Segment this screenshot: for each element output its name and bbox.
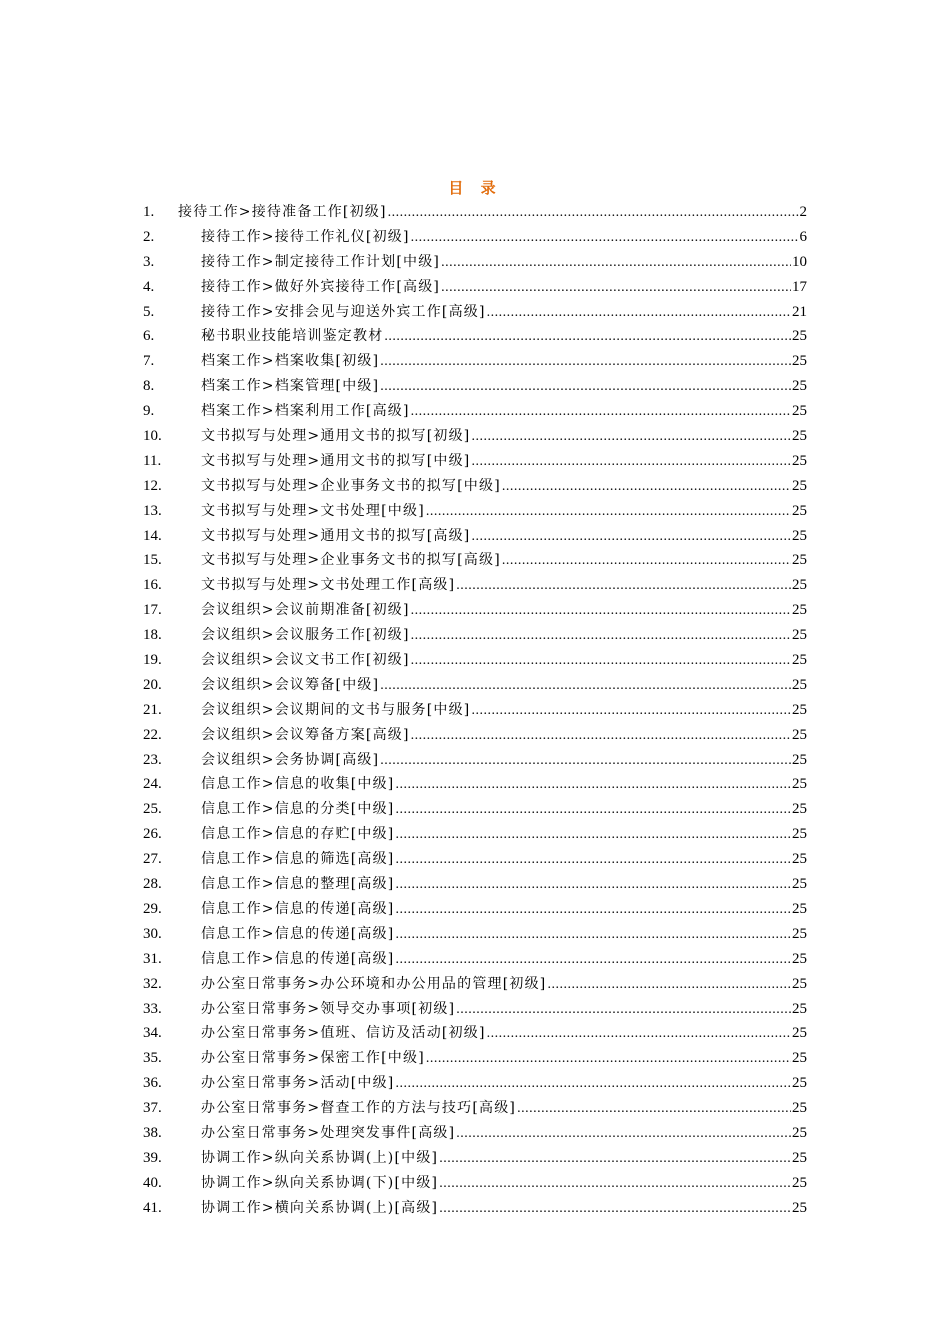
toc-entry-number: 18. bbox=[143, 627, 162, 644]
toc-entry[interactable] bbox=[143, 324, 807, 349]
toc-entry-number: 27. bbox=[143, 851, 162, 868]
toc-entry-page-number: 25 bbox=[792, 1050, 807, 1067]
toc-entry-number: 28. bbox=[143, 876, 162, 893]
toc-entry[interactable] bbox=[143, 598, 807, 623]
toc-dot-leader bbox=[456, 1122, 791, 1146]
toc-entry[interactable] bbox=[143, 972, 807, 997]
toc-dot-leader bbox=[411, 624, 791, 648]
toc-entry-title: 信息工作>信息的收集[中级] bbox=[201, 776, 395, 793]
toc-entry-page-number: 25 bbox=[792, 477, 807, 494]
toc-entry-number: 26. bbox=[143, 826, 162, 843]
toc-entry-page-number: 25 bbox=[792, 801, 807, 818]
toc-entry-page-number: 25 bbox=[792, 1075, 807, 1092]
toc-entry[interactable] bbox=[143, 349, 807, 374]
toc-entry[interactable] bbox=[143, 897, 807, 922]
toc-entry-title: 接待工作>做好外宾接待工作[高级] bbox=[201, 278, 441, 295]
toc-dot-leader bbox=[439, 1172, 791, 1196]
toc-entry-title: 文书拟写与处理>通用文书的拟写[初级] bbox=[201, 428, 471, 445]
toc-dot-leader bbox=[380, 350, 791, 374]
toc-entry-number: 37. bbox=[143, 1100, 162, 1117]
toc-entry[interactable] bbox=[143, 698, 807, 723]
toc-entry-number: 30. bbox=[143, 925, 162, 942]
toc-dot-leader bbox=[380, 749, 791, 773]
toc-entry-title: 文书拟写与处理>企业事务文书的拟写[中级] bbox=[201, 477, 501, 494]
toc-dot-leader bbox=[471, 525, 791, 549]
toc-dot-leader bbox=[380, 674, 791, 698]
toc-entry-number: 7. bbox=[143, 353, 155, 370]
toc-entry-title: 档案工作>档案管理[中级] bbox=[201, 378, 380, 395]
toc-entry[interactable] bbox=[143, 648, 807, 673]
toc-dot-leader bbox=[502, 475, 791, 499]
toc-entry-title: 办公室日常事务>领导交办事项[初级] bbox=[201, 1000, 456, 1017]
toc-entry-number: 34. bbox=[143, 1025, 162, 1042]
toc-entry-number: 8. bbox=[143, 378, 155, 395]
toc-entry-page-number: 25 bbox=[792, 826, 807, 843]
toc-entry-number: 1. bbox=[143, 204, 155, 220]
toc-dot-leader bbox=[380, 375, 791, 399]
toc-entry-number: 38. bbox=[143, 1124, 162, 1141]
toc-entry-number: 10. bbox=[143, 428, 162, 445]
toc-entry[interactable] bbox=[143, 225, 807, 250]
toc-entry-title: 信息工作>信息的存贮[中级] bbox=[201, 826, 395, 843]
toc-entry-title: 信息工作>信息的筛选[高级] bbox=[201, 851, 395, 868]
toc-entry[interactable] bbox=[143, 997, 807, 1022]
toc-entry-number: 32. bbox=[143, 975, 162, 992]
toc-entry[interactable] bbox=[143, 1046, 807, 1071]
toc-entry[interactable] bbox=[143, 772, 807, 797]
toc-dot-leader bbox=[441, 276, 791, 300]
toc-dot-leader bbox=[411, 226, 799, 250]
toc-entry[interactable] bbox=[143, 300, 807, 325]
toc-dot-leader bbox=[471, 450, 791, 474]
toc-dot-leader bbox=[388, 201, 799, 225]
toc-entry-number: 12. bbox=[143, 477, 162, 494]
toc-dot-leader bbox=[487, 1022, 791, 1046]
toc-entry[interactable] bbox=[143, 474, 807, 499]
toc-entry-page-number: 25 bbox=[792, 876, 807, 893]
toc-entry-title: 协调工作>纵向关系协调(上)[中级] bbox=[201, 1149, 439, 1166]
toc-entry-page-number: 10 bbox=[792, 253, 807, 270]
toc-entry-page-number: 25 bbox=[792, 701, 807, 718]
toc-entry-title: 信息工作>信息的传递[高级] bbox=[201, 950, 395, 967]
toc-entry[interactable] bbox=[143, 200, 807, 225]
toc-entry-page-number: 25 bbox=[792, 428, 807, 445]
toc-entry[interactable] bbox=[143, 623, 807, 648]
toc-dot-leader bbox=[411, 400, 791, 424]
toc-entry-title: 会议组织>会议筹备[中级] bbox=[201, 676, 380, 693]
toc-entry-page-number: 25 bbox=[792, 552, 807, 569]
toc-entry-page-number: 25 bbox=[792, 403, 807, 420]
toc-entry-title: 会议组织>会议期间的文书与服务[中级] bbox=[201, 701, 471, 718]
toc-entry-title: 档案工作>档案利用工作[高级] bbox=[201, 403, 410, 420]
toc-entry[interactable] bbox=[143, 449, 807, 474]
toc-entry[interactable] bbox=[143, 922, 807, 947]
toc-entry-title: 办公室日常事务>督查工作的方法与技巧[高级] bbox=[201, 1100, 517, 1117]
toc-entry[interactable] bbox=[143, 573, 807, 598]
toc-entry-page-number: 17 bbox=[792, 278, 807, 295]
toc-entry[interactable] bbox=[143, 1196, 807, 1221]
toc-dot-leader bbox=[456, 998, 791, 1022]
toc-entry-title: 接待工作>接待准备工作[初级] bbox=[178, 204, 387, 220]
toc-entry[interactable] bbox=[143, 1171, 807, 1196]
toc-dot-leader bbox=[411, 724, 791, 748]
toc-entry[interactable] bbox=[143, 374, 807, 399]
toc-dot-leader bbox=[384, 325, 791, 349]
toc-entry-number: 13. bbox=[143, 502, 162, 519]
toc-entry-page-number: 25 bbox=[792, 900, 807, 917]
toc-entry[interactable] bbox=[143, 250, 807, 275]
toc-entry-number: 29. bbox=[143, 900, 162, 917]
toc-entry-number: 21. bbox=[143, 701, 162, 718]
toc-entry-title: 协调工作>纵向关系协调(下)[中级] bbox=[201, 1174, 439, 1191]
toc-entry-title: 文书拟写与处理>通用文书的拟写[高级] bbox=[201, 527, 471, 544]
toc-dot-leader bbox=[395, 948, 791, 972]
toc-entry-title: 会议组织>会议文书工作[初级] bbox=[201, 652, 410, 669]
toc-entry-page-number: 6 bbox=[799, 228, 807, 245]
toc-entry-page-number: 25 bbox=[792, 726, 807, 743]
toc-entry-title: 信息工作>信息的传递[高级] bbox=[201, 900, 395, 917]
toc-entry-page-number: 25 bbox=[792, 353, 807, 370]
toc-entry-number: 39. bbox=[143, 1149, 162, 1166]
toc-entry[interactable] bbox=[143, 947, 807, 972]
toc-entry-number: 14. bbox=[143, 527, 162, 544]
toc-entry[interactable] bbox=[143, 723, 807, 748]
toc-entry-number: 40. bbox=[143, 1174, 162, 1191]
toc-dot-leader bbox=[471, 699, 791, 723]
toc-entry-title: 档案工作>档案收集[初级] bbox=[201, 353, 380, 370]
toc-entry-number: 9. bbox=[143, 403, 155, 420]
toc-entry[interactable] bbox=[143, 1071, 807, 1096]
toc-entry-title: 接待工作>安排会见与迎送外宾工作[高级] bbox=[201, 303, 486, 320]
toc-entry-number: 5. bbox=[143, 303, 155, 320]
toc-entry[interactable] bbox=[143, 673, 807, 698]
toc-entry-title: 秘书职业技能培训鉴定教材 bbox=[201, 328, 384, 345]
toc-dot-leader bbox=[395, 923, 791, 947]
toc-entry-title: 办公室日常事务>处理突发事件[高级] bbox=[201, 1124, 456, 1141]
toc-entry-page-number: 25 bbox=[792, 751, 807, 768]
toc-entry-page-number: 25 bbox=[792, 1025, 807, 1042]
toc-entry-title: 文书拟写与处理>文书处理工作[高级] bbox=[201, 577, 456, 594]
toc-entry-number: 22. bbox=[143, 726, 162, 743]
toc-dot-leader bbox=[426, 500, 791, 524]
toc-list bbox=[143, 200, 807, 1221]
toc-entry-page-number: 25 bbox=[792, 925, 807, 942]
toc-entry-page-number: 25 bbox=[792, 652, 807, 669]
toc-entry-number: 3. bbox=[143, 253, 155, 270]
toc-entry-page-number: 25 bbox=[792, 602, 807, 619]
toc-entry-number: 19. bbox=[143, 652, 162, 669]
toc-entry-title: 信息工作>信息的整理[高级] bbox=[201, 876, 395, 893]
toc-entry-page-number: 25 bbox=[792, 1149, 807, 1166]
toc-entry-number: 20. bbox=[143, 676, 162, 693]
toc-dot-leader bbox=[471, 425, 791, 449]
toc-entry-page-number: 25 bbox=[792, 328, 807, 345]
toc-entry[interactable] bbox=[143, 499, 807, 524]
toc-entry-page-number: 25 bbox=[792, 627, 807, 644]
toc-entry-title: 文书拟写与处理>企业事务文书的拟写[高级] bbox=[201, 552, 501, 569]
toc-entry-title: 会议组织>会议服务工作[初级] bbox=[201, 627, 410, 644]
toc-entry-title: 办公室日常事务>保密工作[中级] bbox=[201, 1050, 425, 1067]
toc-entry-number: 15. bbox=[143, 552, 162, 569]
toc-entry-title: 会议组织>会议前期准备[初级] bbox=[201, 602, 410, 619]
toc-entry-title: 文书拟写与处理>通用文书的拟写[中级] bbox=[201, 452, 471, 469]
toc-entry-title: 信息工作>信息的传递[高级] bbox=[201, 925, 395, 942]
toc-dot-leader bbox=[411, 599, 791, 623]
toc-entry-title: 办公室日常事务>办公环境和办公用品的管理[初级] bbox=[201, 975, 547, 992]
toc-dot-leader bbox=[502, 549, 791, 573]
toc-dot-leader bbox=[439, 1147, 791, 1171]
toc-entry[interactable] bbox=[143, 872, 807, 897]
toc-dot-leader bbox=[441, 251, 791, 275]
toc-entry-number: 6. bbox=[143, 328, 155, 345]
toc-dot-leader bbox=[517, 1097, 791, 1121]
toc-entry-title: 信息工作>信息的分类[中级] bbox=[201, 801, 395, 818]
toc-dot-leader bbox=[395, 898, 791, 922]
toc-entry-number: 35. bbox=[143, 1050, 162, 1067]
toc-entry-number: 31. bbox=[143, 950, 162, 967]
toc-dot-leader bbox=[411, 649, 791, 673]
toc-entry-page-number: 21 bbox=[792, 303, 807, 320]
toc-entry-title: 文书拟写与处理>文书处理[中级] bbox=[201, 502, 425, 519]
toc-entry-title: 会议组织>会务协调[高级] bbox=[201, 751, 380, 768]
toc-entry[interactable] bbox=[143, 847, 807, 872]
toc-dot-leader bbox=[487, 301, 791, 325]
toc-entry-page-number: 25 bbox=[792, 1174, 807, 1191]
toc-entry-page-number: 2 bbox=[799, 204, 807, 220]
toc-entry-page-number: 25 bbox=[792, 851, 807, 868]
toc-entry-page-number: 25 bbox=[792, 1124, 807, 1141]
toc-entry-number: 41. bbox=[143, 1199, 162, 1216]
toc-dot-leader bbox=[395, 1072, 791, 1096]
toc-entry-title: 会议组织>会议筹备方案[高级] bbox=[201, 726, 410, 743]
toc-entry[interactable] bbox=[143, 524, 807, 549]
toc-entry[interactable] bbox=[143, 748, 807, 773]
toc-entry-page-number: 25 bbox=[792, 577, 807, 594]
toc-entry-page-number: 25 bbox=[792, 776, 807, 793]
toc-entry-page-number: 25 bbox=[792, 378, 807, 395]
toc-dot-leader bbox=[395, 873, 791, 897]
toc-entry[interactable] bbox=[143, 1146, 807, 1171]
toc-entry-number: 33. bbox=[143, 1000, 162, 1017]
toc-entry-page-number: 25 bbox=[792, 1000, 807, 1017]
toc-entry[interactable] bbox=[143, 1096, 807, 1121]
toc-entry[interactable] bbox=[143, 1021, 807, 1046]
toc-dot-leader bbox=[395, 773, 791, 797]
toc-entry-title: 接待工作>接待工作礼仪[初级] bbox=[201, 228, 410, 245]
toc-entry-page-number: 25 bbox=[792, 527, 807, 544]
toc-entry-number: 25. bbox=[143, 801, 162, 818]
toc-entry-number: 2. bbox=[143, 228, 155, 245]
toc-dot-leader bbox=[439, 1197, 791, 1221]
toc-entry[interactable] bbox=[143, 797, 807, 822]
toc-entry-number: 11. bbox=[143, 452, 162, 469]
toc-entry-page-number: 25 bbox=[792, 1100, 807, 1117]
toc-entry[interactable] bbox=[143, 399, 807, 424]
toc-entry-number: 24. bbox=[143, 776, 162, 793]
toc-entry-number: 4. bbox=[143, 278, 155, 295]
toc-entry-number: 17. bbox=[143, 602, 162, 619]
toc-dot-leader bbox=[395, 848, 791, 872]
toc-entry-number: 23. bbox=[143, 751, 162, 768]
toc-dot-leader bbox=[547, 973, 791, 997]
toc-entry[interactable] bbox=[143, 822, 807, 847]
toc-entry-page-number: 25 bbox=[792, 452, 807, 469]
toc-entry-number: 36. bbox=[143, 1075, 162, 1092]
toc-entry-page-number: 25 bbox=[792, 975, 807, 992]
toc-title: 目 录 bbox=[448, 179, 502, 197]
toc-entry-page-number: 25 bbox=[792, 676, 807, 693]
toc-entry[interactable] bbox=[143, 424, 807, 449]
toc-entry-title: 办公室日常事务>活动[中级] bbox=[201, 1075, 395, 1092]
toc-dot-leader bbox=[456, 574, 791, 598]
toc-entry-number: 16. bbox=[143, 577, 162, 594]
toc-entry-page-number: 25 bbox=[792, 950, 807, 967]
toc-entry-page-number: 25 bbox=[792, 1199, 807, 1216]
toc-dot-leader bbox=[395, 823, 791, 847]
toc-dot-leader bbox=[426, 1047, 791, 1071]
toc-entry-title: 接待工作>制定接待工作计划[中级] bbox=[201, 253, 441, 270]
toc-entry[interactable] bbox=[143, 275, 807, 300]
toc-entry-title: 办公室日常事务>值班、信访及活动[初级] bbox=[201, 1025, 486, 1042]
toc-entry[interactable] bbox=[143, 548, 807, 573]
toc-dot-leader bbox=[395, 798, 791, 822]
toc-entry-title: 协调工作>横向关系协调(上)[高级] bbox=[201, 1199, 439, 1216]
toc-entry-page-number: 25 bbox=[792, 502, 807, 519]
toc-entry[interactable] bbox=[143, 1121, 807, 1146]
